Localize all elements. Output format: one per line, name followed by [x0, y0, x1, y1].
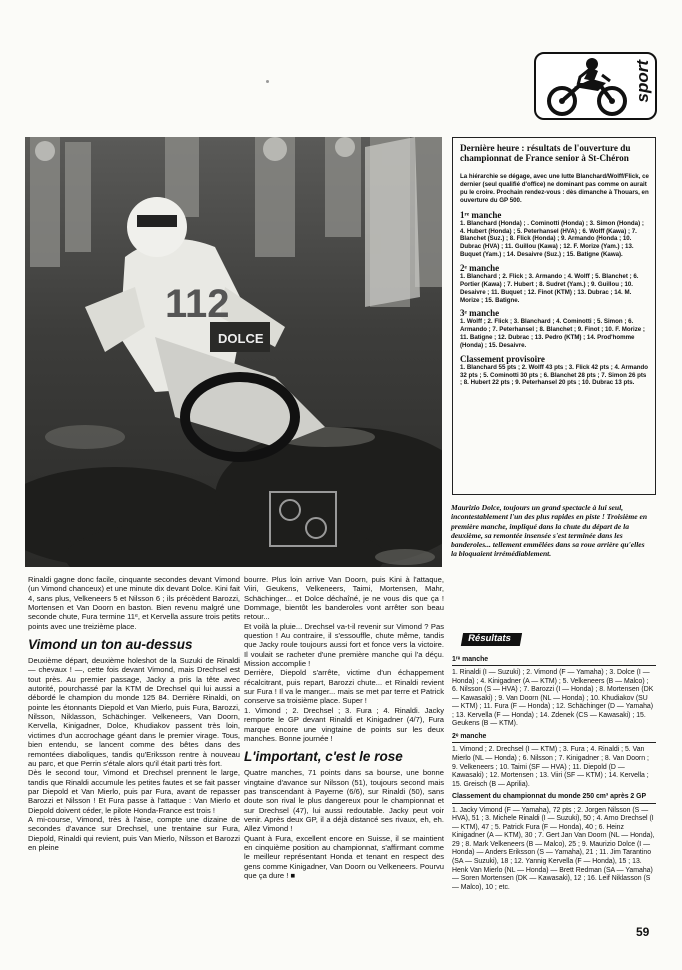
results-text: 1. Rinaldi (I — Suzuki) ; 2. Vimond (F — Yamaha) ; 3. Dolce (I — Honda) ; 4. Kinigadner (A — KTM) ; 5. Velkeneers (B — Malco) ; 6. Nilsson (S — HVA) ; 7. Barozzi (I — Honda) ; 8. Mortensen (DK — Kawasaki) ; 9. Van Doorn (NL — Honda) ; 10. Khudiakov (SU — KTM) ; 11. Fura (F — Honda) ; 12. Schächinger (D — Yamaha) ; 13. Kervella (F — Honda) ; 14. Zdenek (CS — Kawasaki) ; 15. Geukens (B — KTM).	[452, 669, 654, 728]
paragraph: Dès le second tour, Vimond et Drechsel prennent le large, tandis que Rinaldi accumule les petites fautes et se fait passer par Diepold et Van Mierlo, puis par Fura, avant de repasser Barozzi et Nilsson ! Et Fura passe à l'attaque : Van Mierlo et Diepold doivent céder, le pilote Honda-France est trois !	[28, 768, 240, 815]
paragraph: Quant à Fura, excellent encore en Suisse, il se maintient en cinquième position au championnat, s'affirmant comme le meilleur représentant Honda et tenant en respect des gens comme Kinigadner, Van Doorn ou Velkeneers. Pourvu que ça dure ! ■	[244, 833, 444, 880]
sidebar-heading: Classement provisoire	[460, 353, 545, 364]
sidebar-intro: La hiérarchie se dégage, avec une lutte Blanchard/Wolff/Flick, ce dernier (seul qualifié d'office) ne dominant pas comme on aurait pu le croire. Prochain rendez-vous : dès dimanche à Thouars, en ouverture du GP 500.	[460, 173, 649, 204]
watermark-logo	[268, 490, 338, 548]
sidebar-text: 1. Blanchard (Honda) ; . Cominotti (Honda) ; 3. Simon (Honda) ; 4. Hubert (Honda) ; 5. Peterhansel (HVA) ; 6. Wolff (Kawa) ; 7. Blanchet (Suz.) ; 8. Flick (Honda) ; 9. Armando (Honda ; 10. Dubrac (HVA) ; 11. Guillou (Kawa) ; 12. F. Morize (Yam.) ; 13. Buquet (Yam.) ; 14. Desaivre (Suz.) ; 15. Batigne (Kawa).	[460, 219, 644, 259]
sidebar-text: 1. Wolff ; 2. Flick ; 3. Blanchard ; 4. Cominotti ; 5. Simon ; 6. Armando ; 7. Peterhansel ; 8. Blanchet ; 9. Finot ; 10. F. Morize ; 11. Batigne ; 12. Dubrac ; 13. Pedro (KTM) ; 14. Prod'homme (Honda) ; 15. Desaivre.	[460, 318, 645, 349]
photo-caption: Maurizio Dolce, toujours un grand spectacle à lui seul, incontestablement l'un des plus rapides en piste ! Troisième en première manche, impliqué dans la chute du départ de la deuxième, sa remontée insensée s'est terminée dans les banderoles... tellement emmêlées dans sa roue arrière qu'elles la bloquaient irrémédiablement.	[451, 503, 648, 559]
article-column-2	[244, 575, 444, 880]
results-text: 1. Jacky Vimond (F — Yamaha), 72 pts ; 2. Jorgen Nilsson (S — HVA), 51 ; 3. Michele Rinaldi (I — Suzuki), 50 ; 4. Arno Drechsel (I — KTM), 47 ; 5. Patrick Fura (F — Honda), 40 ; 6. Heinz Kinigadner (A — KTM), 30 ; 7. Gert Jan Van Doorn (NL — Honda), 29 ; 8. Mark Velkeneers (B — Malco), 25 ; 9. Maurizio Dolce (I — Honda) — Anders Eriksson (S — Yamaha), 21 ; 11. Jim Tarantino (SA — Suzuki), 18 ; 12. Yannig Kervella (F — Honda), 15 ; 13. Henk Van Mierlo (NL — Honda) — Brett Redman (SA — Yamaha) — Soren Mortensen (DK — Kawasaki), 12 ; 16. Leif Niklasson (S — Malco), 10 ; etc.	[452, 806, 655, 891]
page-number: 59	[636, 925, 650, 939]
results-subheading: 2ᵉ manche	[452, 732, 487, 740]
bib-number: 112	[165, 282, 230, 326]
rider-photo	[25, 137, 442, 567]
paragraph: Derrière, Diepold s'arrête, victime d'un échappement récalcitrant, puis repart, Barozzi chute... et Rinaldi revient sur Fura ! Il va le manger... mais se met par terre et Patrick conserve sa troisième place. Super !	[244, 668, 444, 706]
paragraph: Et voilà la pluie... Drechsel va-t-il revenir sur Vimond ? Pas question ! Au contraire, il s'essouffle, chute même, tandis que Jacky roule toujours aussi fort et fonce vers la victoire. Il voulait se racheter d'une première manche qui l'a déçu. Mission accomplie !	[244, 621, 444, 669]
ink-dot	[266, 80, 269, 83]
results-column	[452, 633, 656, 892]
paragraph: Rinaldi gagne donc facile, cinquante secondes devant Vimond (un Vimond chanceux) et une minute dix devant Dolce. Kini fait 4, sans plus, Velkeneers 5 et Nilsson 6 ; ils précèdent Barozzi, Mortensen et Van Doorn en baston. Bien revenu malgré une seconde chute, Fura termine 11ᵉ, et Kervella assure trois petits points avec une treizième place.	[28, 575, 240, 631]
paragraph: 1. Vimond ; 2. Drechsel ; 3. Fura ; 4. Rinaldi. Jacky remporte le GP devant Rinaldi et Kinigadner (4/7), Fura marque encore une vingtaine de points sur les deux manches. Bonne journée !	[244, 705, 444, 743]
sponsor-text: DOLCE	[218, 331, 264, 346]
logo-word: sport	[633, 60, 652, 103]
sidebar-title: Dernière heure : résultats de l'ouverture du championnat de France senior à St-Chéron	[460, 143, 631, 164]
latest-results-box	[452, 137, 656, 495]
subheading: L'important, c'est le rose	[244, 749, 403, 765]
article-column-1	[28, 575, 240, 852]
paragraph: Quatre manches, 71 points dans sa bourse, une bonne vingtaine d'avance sur Nilsson (51), toujours second mais pas transcendant à Payerne (6/6), sur Rinaldi (50), sans doute son rival le plus dangereux pour le championnat et sur Drechsel (47), lui aussi redoutable. Jacky peut voir venir. Après deux GP, il a déjà distancé ses rivaux, eh, eh. Allez Vimond !	[244, 768, 444, 834]
sidebar-text: 1. Blanchard 55 pts ; 2. Wolff 43 pts ; 3. Flick 42 pts ; 4. Armando 32 pts ; 5. Cominotti 30 pts ; 6. Blanchet 28 pts ; 7. Simon 26 pts ; 8. Hubert 22 pts ; 9. Peterhansel 20 pts ; 10. Dubrac 13 pts.	[460, 363, 649, 387]
paragraph: bourre. Plus loin arrive Van Doorn, puis Kini à l'attaque, Viiri, Geukens, Velkeneers, Taimi, Mortensen, Mahr, Schächinger... et Dolce déchaîné, je ne vous dis que ça ! Dommage, bientôt les banderoles vont arrêter son beau retour...	[244, 575, 444, 622]
divider	[452, 665, 656, 666]
subheading: Vimond un ton au-dessus	[28, 637, 193, 653]
motocross-rider-icon	[540, 55, 636, 119]
sidebar-text: 1. Blanchard ; 2. Flick ; 3. Armando ; 4. Wolff ; 5. Blanchet ; 6. Portier (Kawa) ; 7. Hubert ; 8. Sudret (Yam.) ; 9. Guillou ; 10. Desaivre ; 11. Buquet ; 12. Finot (KTM) ; 13. Dubrac ; 14. M. Morize ; 15. Batigne.	[460, 273, 639, 304]
paragraph: Deuxième départ, deuxième holeshot de la Suzuki de Rinaldi — chevaux ! —, cette fois devant Vimond, mais Drechsel est tout près. Au premier passage, Jacky a pris la tête avec autorité, pourchassé par la KTM de Drechsel qui lui aussi a débordé le champion du monde 125 84. Derrière Rinaldi, on pointe les étonnants Diepold et Van Mierlo, puis Fura, Barozzi, Nilsson, Niklasson, Schächinger. Velkeneers, Van Doorn, Kervella, Kinigadner, Dolce, Khudiakov passent très loin, victimes d'un accrochage géant dans le premier virage. Tous, bien entendu, se lancent comme des bêtes dans des remontées diaboliques, tandis qu'Eriksson rentre à nouveau au parc, et que Perrin s'étale alors qu'il était parti très fort.	[28, 656, 240, 768]
results-text: 1. Vimond ; 2. Drechsel (I — KTM) ; 3. Fura ; 4. Rinaldi ; 5. Van Mierlo (NL — Honda) ; 6. Nilsson ; 7. Kinigadner ; 8. Van Doorn ; 9. Velkeneers ; 10. Taimi (SF — HVA) ; 11. Diepold (D — Kawasaki) ; 12. Mortensen ; 13. Viiri (SF — KTM) ; 14. Kervella ; 15. Greisch (B — Aprilia).	[452, 746, 649, 788]
sidebar-heading: 3ᵉ manche	[460, 308, 500, 319]
results-subheading: Classement du championnat du monde 250 cm³ après 2 GP	[452, 793, 647, 801]
sidebar-heading: 1ʳᵉ manche	[460, 209, 502, 220]
results-subheading: 1ʳᵉ manche	[452, 655, 489, 663]
sport-logo	[534, 52, 657, 120]
results-heading: Résultats	[461, 633, 522, 646]
divider	[452, 742, 656, 743]
divider	[452, 803, 656, 804]
sidebar-heading: 2ᵉ manche	[460, 263, 500, 273]
paragraph: A mi-course, Vimond, très à l'aise, compte une dizaine de secondes d'avance sur Drechsel, une trentaine sur Fura, Diepold, Rinaldi qui revient, puis Van Mierlo, Nilsson et Barozzi en pleine	[28, 814, 240, 852]
